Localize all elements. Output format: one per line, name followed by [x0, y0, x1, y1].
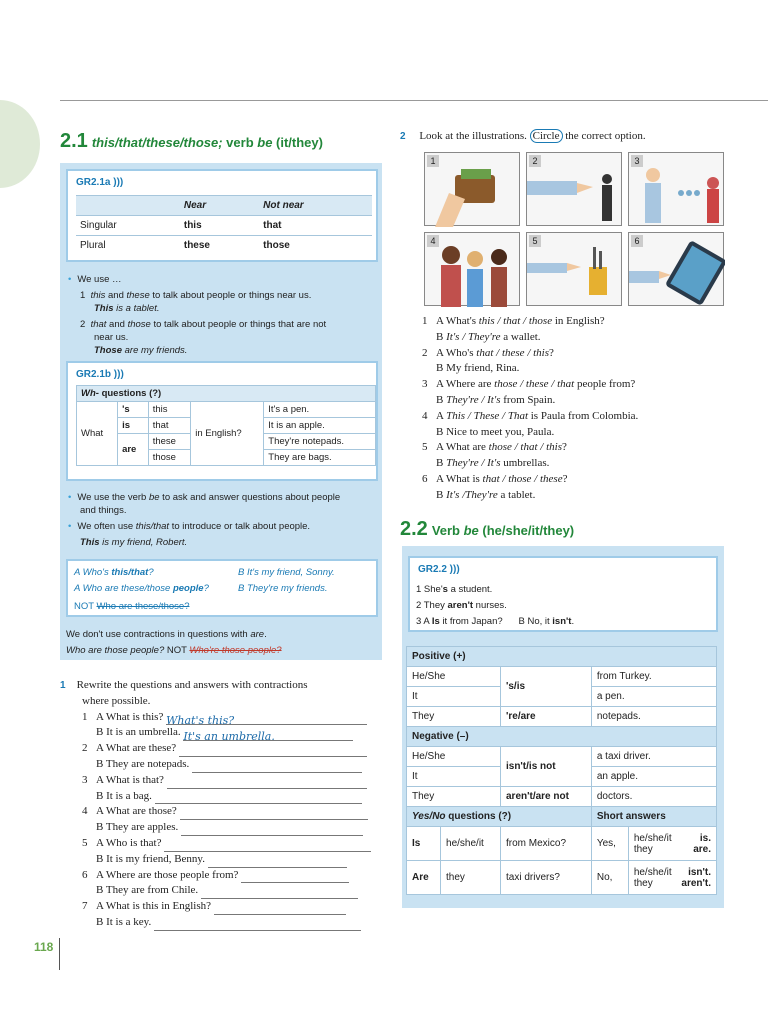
item-number: 7: [82, 900, 88, 913]
note-text: is my friend, Robert.: [99, 537, 188, 548]
item-text: B They are notepads.: [96, 757, 190, 770]
ex-text: it from Japan?: [439, 616, 503, 627]
note-text: We don't use contractions in questions with: [66, 629, 251, 640]
illustration-number: 2: [529, 155, 541, 167]
ex-text: a student.: [447, 584, 493, 595]
table-cell: 's/is: [500, 667, 591, 707]
audio-icon[interactable]: ))): [110, 177, 124, 188]
table-cell: they: [441, 861, 501, 895]
example-line: [74, 601, 189, 612]
ex-text: this/that: [111, 567, 149, 578]
title-part: verb: [222, 135, 258, 150]
title-part: be: [463, 523, 479, 538]
table-cell: aren't.: [681, 877, 711, 889]
table-cell: this: [148, 402, 190, 418]
item-text: B: [436, 488, 447, 501]
note-text: to ask and answer questions about people: [159, 492, 341, 503]
item-text: ?: [562, 472, 568, 485]
illustration-pointing-woman: [526, 152, 622, 226]
table-cell: that: [148, 418, 190, 434]
item-text: B It is my friend, Benny.: [96, 852, 205, 865]
item-number: 2: [422, 346, 428, 359]
answer-field[interactable]: [201, 887, 358, 899]
item-text: A What are: [436, 441, 489, 454]
example-line: [74, 567, 154, 578]
exercise-1-item: [82, 883, 371, 899]
note-text: Those: [94, 345, 122, 356]
answer-field[interactable]: [154, 919, 361, 931]
item-number: 2: [82, 742, 88, 755]
exercise-2-item: [422, 409, 638, 425]
tag-text: GR2.2: [418, 564, 447, 575]
item-text: A Who is that?: [96, 836, 162, 849]
note-text: is a tablet.: [113, 303, 160, 314]
use-notes: • We use … 1 this and these to talk about people or things near us. This is a tablet. 2 that and those to talk about people or things that are not near us. Those are my friends.: [68, 274, 327, 356]
table-cell: 's: [118, 402, 149, 418]
ex-text: A Who's: [74, 567, 112, 578]
ex-text: ?: [203, 583, 209, 594]
table-cell: they: [633, 843, 653, 855]
exercise-1-item: [82, 836, 371, 852]
pencil-cup-icon: [527, 233, 623, 307]
table-cell: is: [118, 418, 149, 434]
answer-field[interactable]: What's this?: [166, 713, 367, 725]
section-header: Negative (–): [407, 727, 717, 747]
option-choices[interactable]: this / that / those: [478, 315, 553, 327]
note-text: Who're those people?: [189, 645, 282, 656]
table-cell: It: [407, 767, 501, 787]
item-text: A What are these?: [96, 742, 177, 755]
table-cell: They: [407, 707, 501, 727]
note-text: are my friends.: [121, 345, 188, 356]
section-header: Positive (+): [407, 647, 717, 667]
title-part: (he/she/it/they): [478, 523, 575, 538]
ex-text: 2 They: [416, 600, 448, 611]
exercise-2-instruction: [400, 130, 646, 142]
table-cell: isn't/is not: [500, 747, 591, 787]
table-cell: He/She: [407, 667, 501, 687]
exercise-2-item: [422, 393, 638, 409]
table-cell: those: [148, 450, 190, 466]
table-cell: an apple.: [591, 767, 716, 787]
item-text: A What is: [436, 472, 483, 485]
table-cell: those: [259, 236, 372, 256]
example-line: B It's my friend, Sonny.: [238, 567, 335, 578]
item-text: B Nice to meet you, Paula.: [436, 425, 555, 438]
ex-text: nurses.: [473, 600, 507, 611]
item-text: in English?: [552, 315, 605, 327]
option-choices[interactable]: those / that / this: [488, 441, 562, 454]
item-text: ?: [549, 346, 554, 359]
answer-field[interactable]: [214, 903, 347, 915]
audio-icon[interactable]: ))): [446, 564, 460, 575]
option-choices[interactable]: This / These / That: [446, 409, 528, 422]
table-cell: is.: [699, 832, 711, 844]
exercise-2-item: [422, 377, 638, 393]
pointing-hand-icon: [527, 153, 623, 227]
item-text: A Who's: [436, 346, 477, 359]
ex-text: people: [172, 583, 204, 594]
exercise-2-item: [422, 314, 638, 330]
note-text: are: [250, 629, 265, 640]
table-cell: They're notepads.: [264, 434, 376, 450]
item-number: 5: [82, 836, 88, 849]
ex-text: NOT: [74, 601, 97, 612]
table-cell: Is: [407, 827, 441, 861]
page-number-divider: [59, 938, 60, 970]
header-cell: Near: [180, 196, 259, 216]
ex-text: B No, it: [518, 616, 553, 627]
exercise-number: 1: [60, 680, 66, 691]
item-text: A What's: [436, 315, 479, 327]
header-cell: Not near: [259, 196, 372, 216]
section-2-2-title: [400, 518, 574, 541]
option-choices[interactable]: They're / It's: [446, 393, 501, 406]
section-number: 2.2: [400, 518, 428, 540]
table-cell: They are bags.: [264, 450, 376, 466]
item-text: A Where are: [436, 378, 495, 391]
table-cell: Yes,: [591, 827, 628, 861]
grammar-reference-box: [60, 163, 382, 660]
table-cell: He/She: [407, 747, 501, 767]
exercise-1-items: [60, 710, 371, 931]
item-text: from Spain.: [500, 393, 556, 406]
exercise-1-item: [82, 804, 371, 820]
illustration-number: 1: [427, 155, 439, 167]
table-cell: he/she/it: [633, 832, 672, 844]
item-text: A What is this in English?: [96, 900, 211, 913]
item-number: 3: [82, 773, 88, 786]
tag-text: GR2.1b: [76, 369, 112, 380]
illustration-tablet: [628, 232, 724, 306]
item-text: umbrellas.: [500, 457, 550, 470]
answer-field[interactable]: [180, 808, 368, 820]
note-text: This: [80, 537, 100, 548]
note-text: and: [106, 319, 128, 330]
table-cell: he/she/it: [441, 827, 501, 861]
wallet-icon: [425, 153, 521, 227]
table-cell: It is an apple.: [264, 418, 376, 434]
tablet-icon: [629, 233, 725, 307]
note-text: NOT: [164, 645, 190, 656]
item-text: A What is this?: [96, 710, 164, 723]
contraction-note: [66, 628, 282, 657]
table-cell: Are: [407, 861, 441, 895]
item-number: 6: [82, 868, 88, 881]
note-text: be: [148, 492, 160, 503]
note-text: to introduce or talk about people.: [169, 521, 311, 532]
table-cell: notepads.: [591, 707, 716, 727]
gr21b-box: [66, 361, 378, 481]
option-choices[interactable]: that / those / these: [482, 472, 563, 485]
item-number: 6: [422, 472, 428, 485]
exercise-2-item: [422, 346, 638, 362]
table-cell: What: [77, 402, 118, 466]
title-part: this/that/these/those;: [91, 135, 223, 150]
table-cell: isn't.: [688, 866, 711, 878]
exercise-2-item: [422, 472, 638, 488]
instruction: Circle: [530, 129, 563, 143]
item-number: 1: [82, 710, 88, 723]
people-icon: [629, 153, 725, 227]
note-text: to talk about people or things near us.: [149, 290, 312, 301]
note-text: We often use: [77, 521, 136, 532]
answer-field[interactable]: [241, 871, 349, 883]
ex-text: A Who are these/those: [74, 583, 173, 594]
exercise-2-item: [422, 425, 638, 441]
item-text: B: [436, 393, 447, 406]
item-text: people from?: [574, 378, 636, 391]
item-text: B They are apples.: [96, 821, 179, 834]
note-text: We use …: [77, 274, 122, 285]
instruction: where possible.: [82, 694, 151, 707]
item-text: B It is an umbrella.: [96, 726, 181, 739]
exercise-1-item: [82, 789, 371, 805]
exercise-1-item: [82, 741, 371, 757]
note-text: and things.: [80, 505, 127, 516]
note-text: this/that: [135, 521, 170, 532]
near-notnear-table: [76, 195, 372, 256]
ex-text: .: [571, 616, 575, 627]
table-cell: these: [148, 434, 190, 450]
exercise-2-items: [422, 314, 638, 504]
table-cell: doctors.: [591, 787, 716, 807]
table-cell: Singular: [76, 216, 180, 236]
exercise-1-item: [82, 899, 371, 915]
answer-field[interactable]: [208, 856, 347, 868]
page-number: 118: [34, 940, 54, 954]
table-cell: in English?: [191, 402, 264, 466]
illustration-number: 4: [427, 235, 439, 247]
ex-text: 3 A: [416, 616, 432, 627]
note-text: those: [127, 319, 151, 330]
table-cell: They: [407, 787, 501, 807]
section-header: Short answers: [591, 807, 716, 827]
gr22-tag: [418, 564, 460, 575]
ex-text: isn't: [552, 616, 572, 627]
exercise-1-item: [82, 725, 371, 744]
illustration-friends: [424, 232, 520, 306]
exercise-1-item: [82, 852, 371, 868]
exercise-1-item: [82, 868, 371, 884]
table-cell: aren't/are not: [500, 787, 591, 807]
title-part: (it/they): [272, 135, 323, 150]
ex-text: Who are these/those?: [96, 601, 190, 612]
page-corner-decoration: [0, 100, 40, 188]
illustration-number: 3: [631, 155, 643, 167]
note-text: .: [264, 629, 267, 640]
example-line: B They're my friends.: [238, 583, 328, 594]
instruction: the correct option.: [562, 130, 646, 142]
item-text: A: [436, 409, 447, 422]
ex-text: ?: [148, 567, 154, 578]
item-text: ?: [561, 441, 567, 454]
exercise-1-item: [82, 915, 371, 931]
item-number: 1: [422, 315, 428, 327]
instruction: Rewrite the questions and answers with contractions: [76, 679, 308, 691]
answer-field[interactable]: It's an umbrella.: [183, 729, 353, 741]
gr21b-tag: [76, 369, 124, 380]
answer-field[interactable]: [181, 824, 363, 836]
note-text: This: [94, 303, 114, 314]
answer-field[interactable]: [164, 840, 371, 852]
item-number: 4: [422, 409, 428, 422]
option-choices[interactable]: They're / It's: [446, 457, 501, 470]
wh-questions-table: [76, 385, 376, 466]
be-notes: • We use the verb be to ask and answer questions about people and things. • We often use this/that to introduce or talk about people. This is my friend, Robert.: [68, 492, 341, 548]
option-choices[interactable]: those / these / that: [494, 378, 575, 391]
item-number: 4: [82, 805, 88, 818]
exercise-1-item: [82, 773, 371, 789]
table-cell: It: [407, 687, 501, 707]
option-choices[interactable]: It's / They're: [446, 330, 501, 343]
verb-be-table: [406, 646, 717, 895]
table-title: Wh-: [81, 388, 99, 399]
exercise-2-item: [422, 456, 638, 472]
table-cell: this: [180, 216, 259, 236]
exercise-1-item: [82, 757, 371, 773]
option-choices[interactable]: that / these / this: [476, 346, 550, 359]
title-part: be: [257, 135, 273, 150]
table-cell: It's a pen.: [264, 402, 376, 418]
answer-field[interactable]: [167, 777, 368, 789]
item-text: B They are from Chile.: [96, 884, 199, 897]
item-text: A What are those?: [96, 805, 177, 818]
table-cell: are: [118, 434, 149, 466]
gr22-examples: [416, 582, 574, 630]
item-text: a wallet.: [500, 330, 541, 343]
top-divider: [60, 100, 768, 101]
item-text: A What is that?: [96, 773, 164, 786]
table-cell: that: [259, 216, 372, 236]
table-cell: taxi drivers?: [500, 861, 591, 895]
table-cell: a taxi driver.: [591, 747, 716, 767]
exercise-2-item: [422, 488, 638, 504]
table-cell: from Mexico?: [500, 827, 591, 861]
exercise-2-item: [422, 330, 638, 346]
table-cell: from Turkey.: [591, 667, 716, 687]
table-cell: they: [633, 877, 653, 889]
illustration-wallet: [424, 152, 520, 226]
table-cell: 're/are: [500, 707, 591, 727]
ex-text: 1 She': [416, 584, 443, 595]
gr21a-tag: [76, 177, 123, 188]
item-text: B: [436, 457, 447, 470]
note-text: We use the verb: [77, 492, 149, 503]
table-title: questions (?): [98, 388, 162, 399]
section-2-1-title: [60, 130, 323, 153]
table-cell: Plural: [76, 236, 180, 256]
illustration-number: 5: [529, 235, 541, 247]
exercise-number: 2: [400, 131, 406, 142]
option-choices[interactable]: It's /They're: [446, 488, 498, 501]
ex-text: s: [442, 584, 448, 595]
section-header: Yes/No: [412, 811, 446, 822]
table-cell: No,: [591, 861, 628, 895]
note-text: Who are those people?: [66, 645, 165, 656]
header-cell: [76, 196, 180, 216]
note-text: that: [90, 319, 107, 330]
gr21a-box: [66, 169, 378, 262]
table-cell: he/she/it: [633, 866, 672, 878]
answer-field[interactable]: [155, 792, 362, 804]
section-header: questions (?): [445, 811, 512, 822]
item-text: B It is a key.: [96, 915, 152, 928]
answer-field[interactable]: [192, 761, 362, 773]
item-text: is Paula from Colombia.: [528, 409, 639, 422]
item-number: 3: [422, 378, 428, 391]
illustration-number: 6: [631, 235, 643, 247]
friends-icon: [425, 233, 521, 307]
ex-text: Is: [431, 616, 440, 627]
table-cell: these: [180, 236, 259, 256]
item-text: B It is a bag.: [96, 789, 152, 802]
title-part: Verb: [431, 523, 464, 538]
ex-text: aren't: [447, 600, 474, 611]
item-text: B: [436, 330, 447, 343]
exercise-2-item: [422, 361, 638, 377]
example-line: [74, 583, 209, 594]
table-cell: are.: [693, 843, 711, 855]
item-number: 5: [422, 441, 428, 454]
item-text: B My friend, Rina.: [436, 362, 520, 375]
instruction: Look at the illustrations.: [419, 130, 530, 142]
item-text: a tablet.: [497, 488, 536, 501]
table-cell: a pen.: [591, 687, 716, 707]
exercise-1-item: [82, 710, 371, 726]
note-text: and: [105, 290, 127, 301]
section-number: 2.1: [60, 130, 88, 152]
gr22-box: [408, 556, 718, 632]
item-text: A Where are those people from?: [96, 868, 239, 881]
note-text: this: [90, 290, 106, 301]
illustration-people-far: [628, 152, 724, 226]
illustration-pens: [526, 232, 622, 306]
audio-icon[interactable]: ))): [111, 369, 124, 380]
answer-field[interactable]: [179, 745, 367, 757]
example-box: [66, 559, 378, 617]
note-text: these: [126, 290, 150, 301]
tag-text: GR2.1a: [76, 177, 111, 188]
exercise-1: [60, 678, 371, 931]
note-text: near us.: [94, 332, 129, 343]
exercise-2-item: [422, 440, 638, 456]
exercise-1-item: [82, 820, 371, 836]
note-text: to talk about people or things that are not: [150, 319, 327, 330]
